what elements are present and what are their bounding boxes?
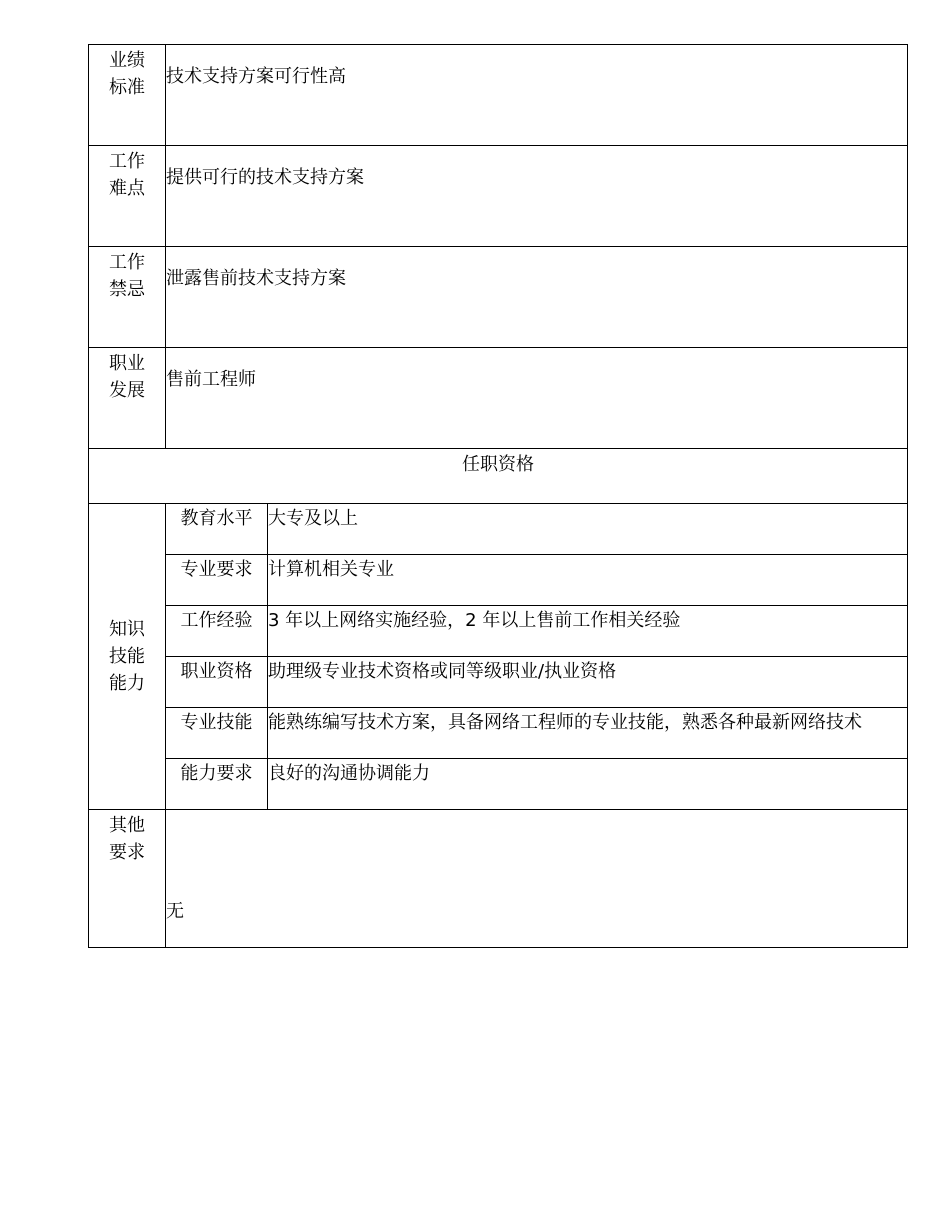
education-label: 教育水平	[166, 504, 268, 555]
performance-standard-value: 技术支持方案可行性高	[166, 45, 908, 146]
education-value: 大专及以上	[268, 504, 908, 555]
job-description-table	[88, 44, 908, 948]
performance-standard-row	[89, 45, 908, 146]
ability-label: 能力要求	[166, 759, 268, 810]
work-taboo-row	[89, 247, 908, 348]
experience-value: 3 年以上网络实施经验，2 年以上售前工作相关经验	[268, 606, 908, 657]
work-taboo-value: 泄露售前技术支持方案	[166, 247, 908, 348]
qualification-row	[89, 759, 908, 810]
work-difficulty-row	[89, 146, 908, 247]
work-taboo-label: 工作禁忌	[89, 247, 166, 348]
ability-value: 良好的沟通协调能力	[268, 759, 908, 810]
professional-skills-value: 能熟练编写技术方案，具备网络工程师的专业技能，熟悉各种最新网络技术	[268, 708, 908, 759]
qualification-row	[89, 555, 908, 606]
qualification-row	[89, 606, 908, 657]
major-value: 计算机相关专业	[268, 555, 908, 606]
career-development-row	[89, 348, 908, 449]
work-difficulty-value: 提供可行的技术支持方案	[166, 146, 908, 247]
work-difficulty-label: 工作难点	[89, 146, 166, 247]
performance-standard-label: 业绩标准	[89, 45, 166, 146]
certification-value: 助理级专业技术资格或同等级职业/执业资格	[268, 657, 908, 708]
knowledge-skills-label: 知识技能能力	[89, 504, 166, 810]
other-requirements-value: 无	[166, 901, 184, 922]
career-development-value: 售前工程师	[166, 348, 908, 449]
qualifications-header: 任职资格	[89, 449, 908, 504]
experience-label: 工作经验	[166, 606, 268, 657]
qualification-row	[89, 657, 908, 708]
qualification-row	[89, 708, 908, 759]
other-requirements-label: 其他要求	[89, 810, 166, 948]
qualifications-header-row	[89, 449, 908, 504]
other-requirements-row	[89, 810, 908, 948]
professional-skills-label: 专业技能	[166, 708, 268, 759]
major-label: 专业要求	[166, 555, 268, 606]
qualification-row	[89, 504, 908, 555]
certification-label: 职业资格	[166, 657, 268, 708]
career-development-label: 职业发展	[89, 348, 166, 449]
other-requirements-value-cell	[166, 810, 908, 948]
